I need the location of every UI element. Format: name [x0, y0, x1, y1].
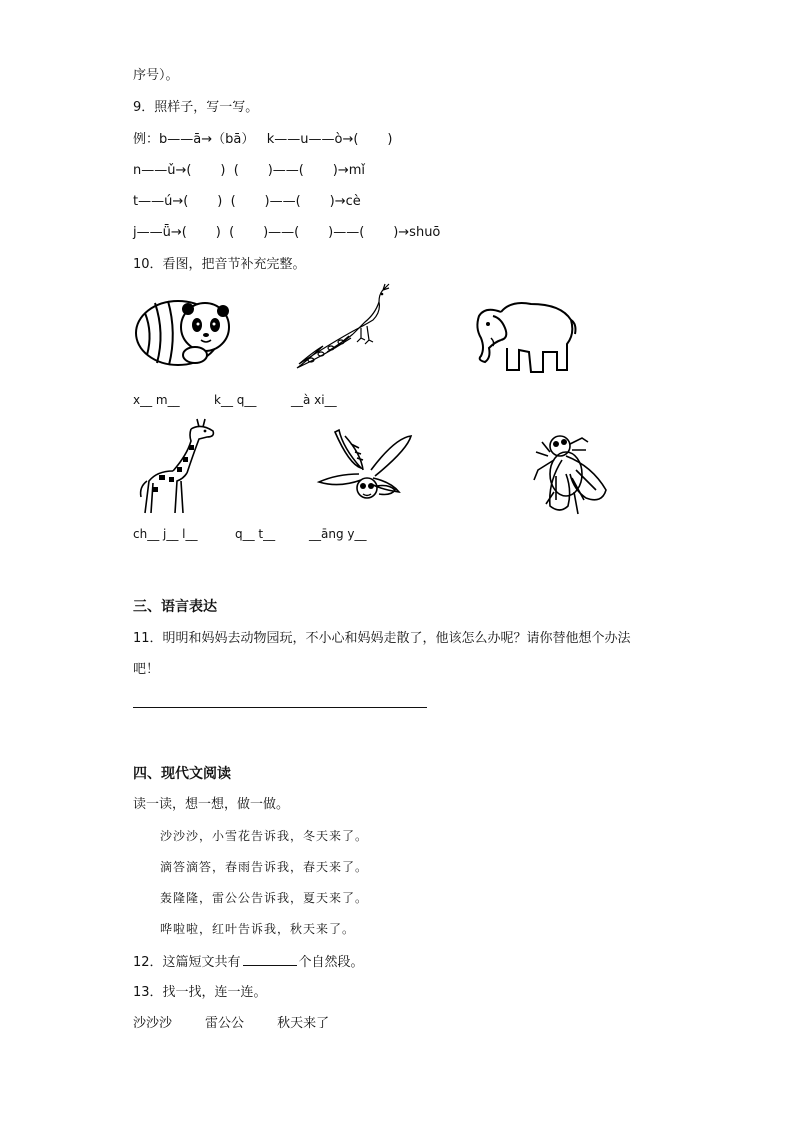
pinyin-n-line: n——ǔ→( ) ( )——( )→mǐ	[133, 163, 366, 178]
passage-paragraph-1: 沙沙沙，小雪花告诉我，冬天来了。	[160, 829, 369, 843]
panda-label: x__ m__	[133, 393, 180, 407]
giraffe-label: ch__ j__ l__	[133, 527, 198, 541]
fly-label: __āng y__	[309, 527, 367, 541]
elephant-label: __à xi__	[291, 393, 337, 407]
passage-paragraph-4: 哗啦啦，红叶告诉我，秋天来了。	[160, 922, 356, 936]
panda-icon	[133, 293, 235, 369]
elephant-icon	[471, 298, 581, 378]
pinyin-t-line: t——ú→( ) ( )——( )→cè	[133, 194, 361, 209]
question-13: 13．找一找，连一连。	[133, 985, 267, 1000]
text-line-1: 序号）。	[133, 68, 179, 83]
section-3-heading: 三、语言表达	[133, 599, 217, 615]
giraffe-icon	[133, 415, 217, 517]
dragonfly-label: q__ t__	[235, 527, 276, 541]
question-10: 10．看图，把音节补充完整。	[133, 257, 306, 272]
reading-instruction: 读一读，想一想，做一做。	[133, 797, 290, 812]
passage-paragraph-3: 轰隆隆，雷公公告诉我，夏天来了。	[160, 891, 369, 905]
matching-words-line: 沙沙沙 雷公公 秋天来了	[133, 1016, 330, 1031]
peacock-label: k__ q__	[214, 393, 257, 407]
peacock-icon	[293, 282, 395, 372]
passage-paragraph-2: 滴答滴答，春雨告诉我，春天来了。	[160, 860, 369, 874]
section-4-heading: 四、现代文阅读	[133, 766, 231, 782]
question-11-line-1: 11．明明和妈妈去动物园玩，不小心和妈妈走散了，他该怎么办呢？请你替他想个办法	[133, 631, 631, 646]
question-9: 9．照样子，写一写。	[133, 100, 259, 115]
question-11-line-2: 吧！	[133, 662, 160, 677]
example-line: 例：b——ā→（bā） k——u——ò→( )	[133, 132, 393, 147]
fly-icon	[526, 430, 614, 518]
question-12	[133, 953, 364, 972]
dragonfly-icon	[315, 428, 415, 506]
question-12-suffix: 个自然段。	[298, 955, 364, 970]
pinyin-j-line: j——ǖ→( ) ( )——( )——( )→shuō	[133, 225, 441, 240]
fill-blank[interactable]	[243, 953, 297, 966]
answer-line[interactable]	[133, 707, 427, 708]
question-12-prefix: 12．这篇短文共有	[133, 955, 241, 970]
